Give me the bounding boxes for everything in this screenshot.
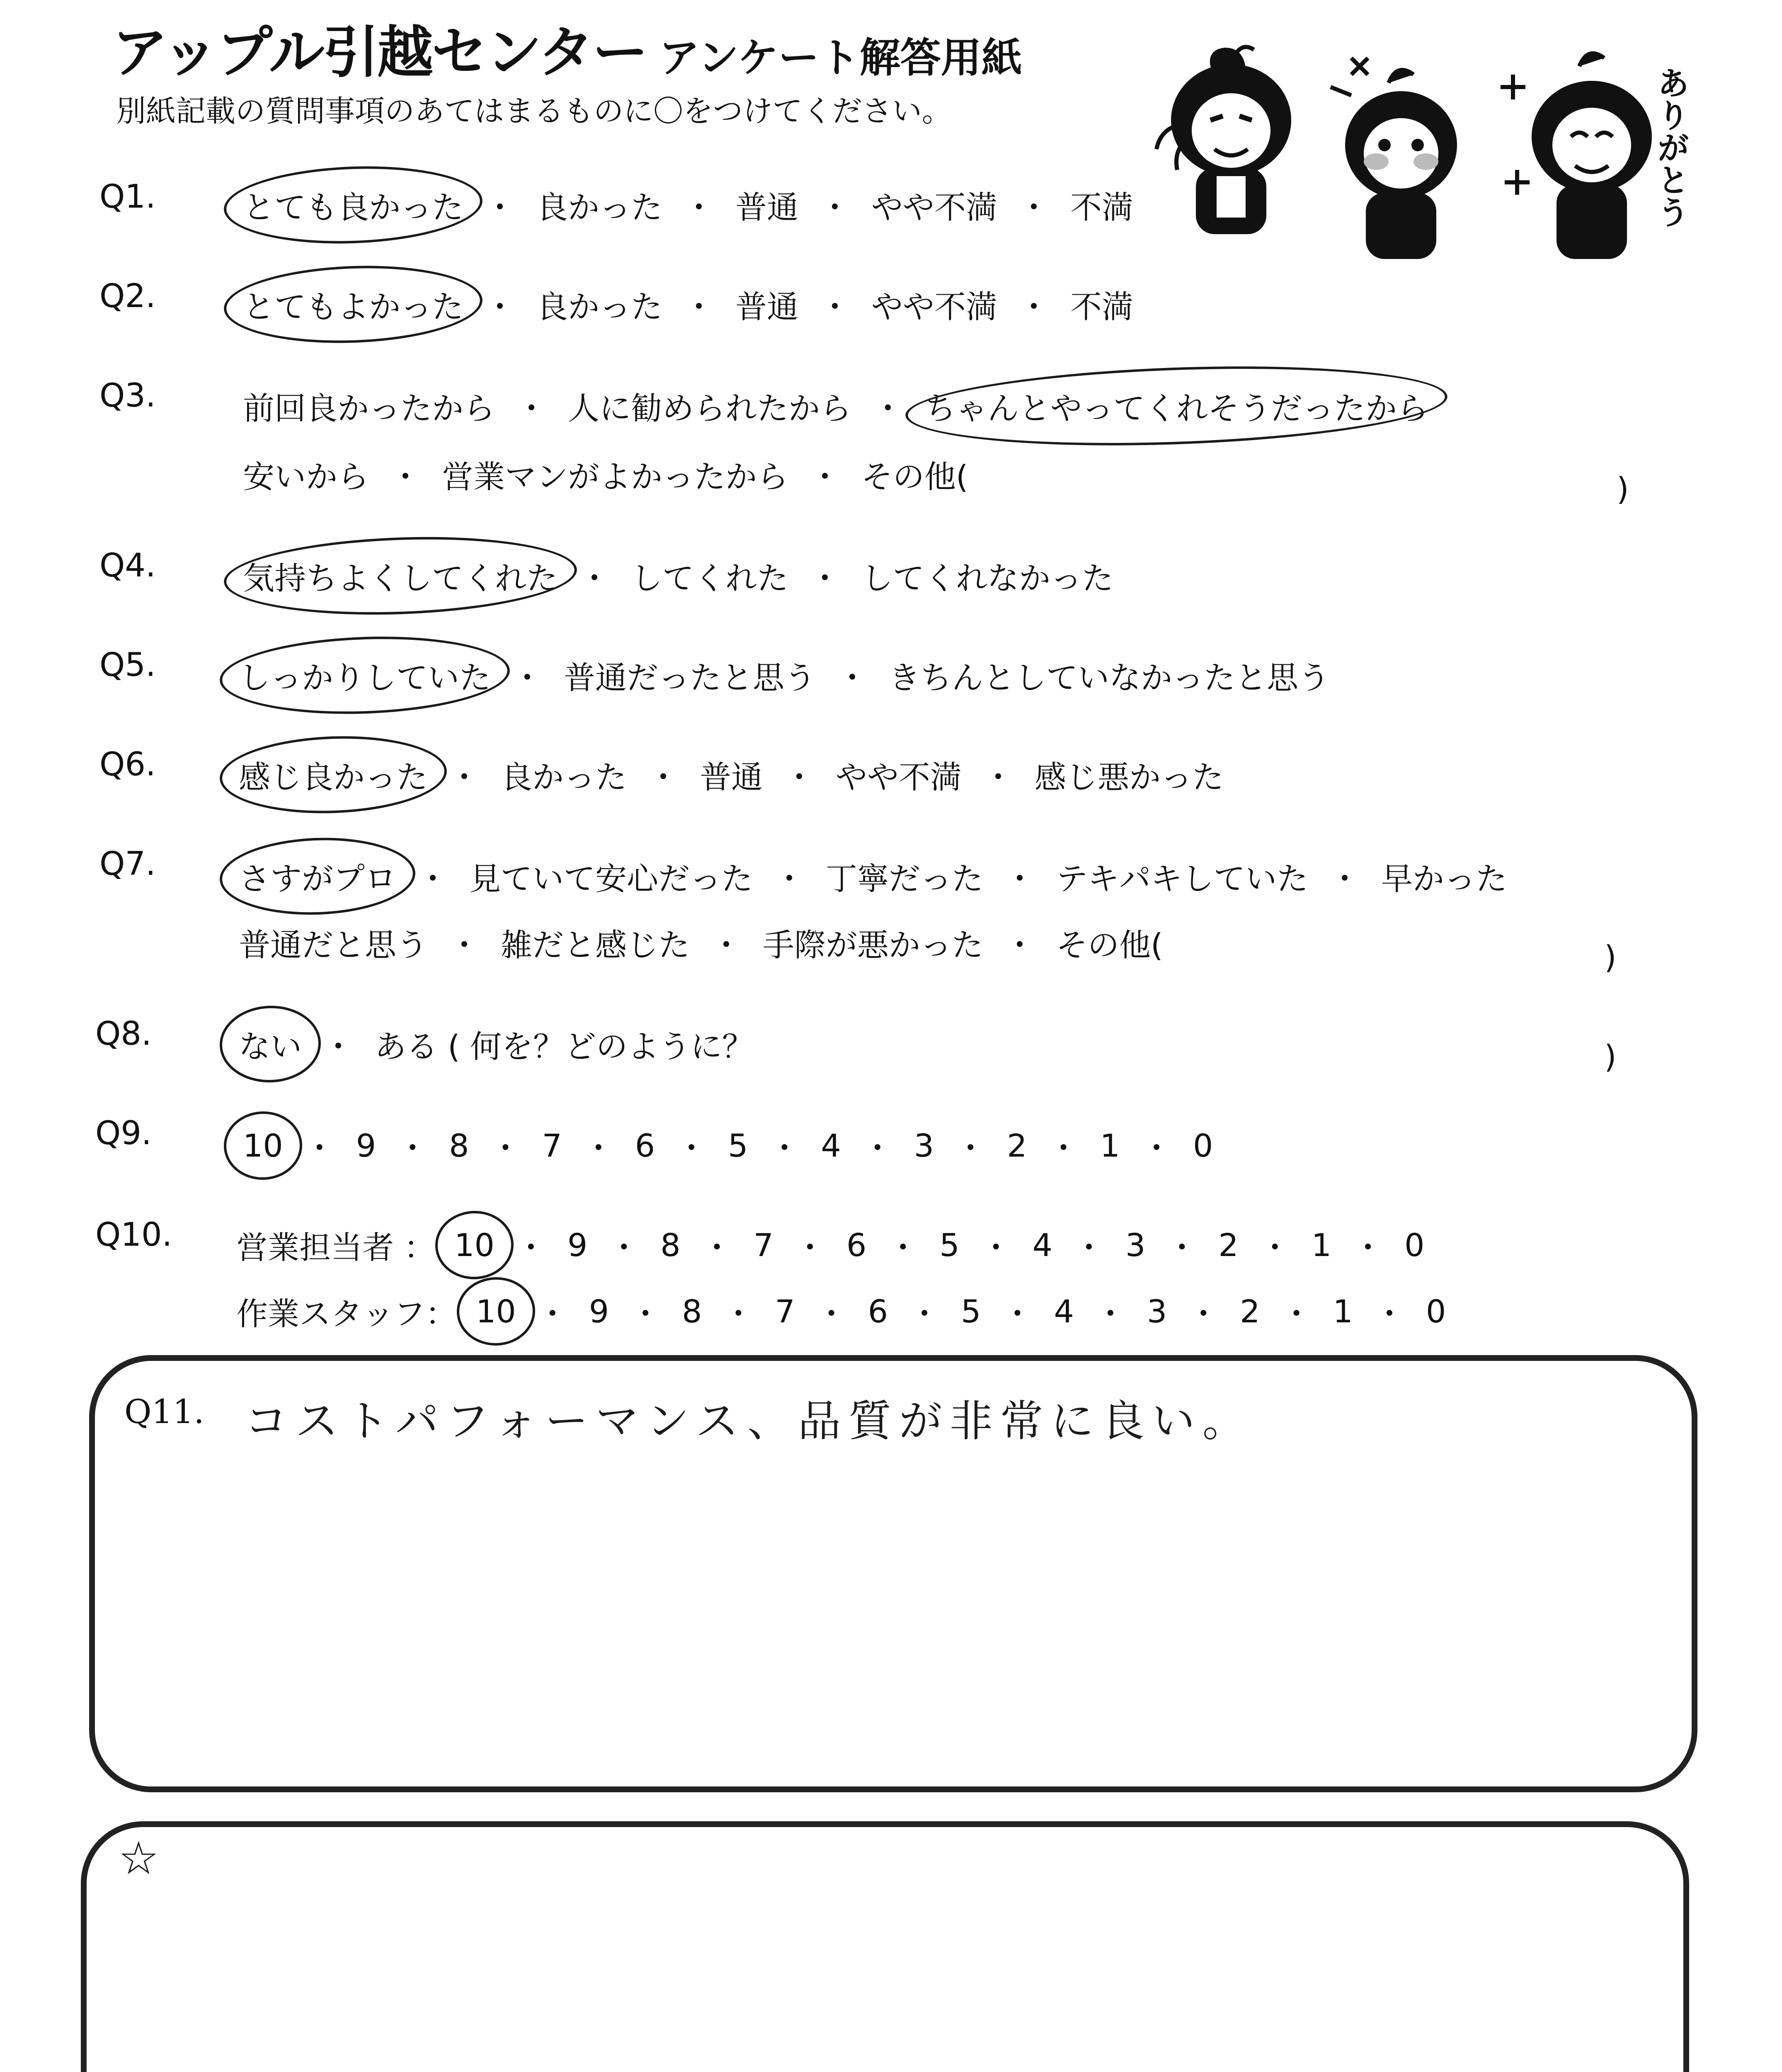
q4-option[interactable]: してくれた xyxy=(631,560,788,597)
form-title xyxy=(112,7,1022,88)
q6-option[interactable]: 普通 xyxy=(700,759,763,796)
q7-option[interactable]: 手際が悪かった xyxy=(763,927,983,963)
q1-options: とても良かった ・ 良かった ・ 普通 ・ やや不満 ・ 不満 xyxy=(240,182,1136,228)
q10-staff-score[interactable]: 0 xyxy=(1426,1293,1446,1330)
q2-label: Q2. xyxy=(99,278,156,315)
q5-options: しっかりしていた ・ 普通だったと思う ・ きちんとしていなかったと思う xyxy=(236,653,1332,698)
q3-option-other[interactable]: その他( xyxy=(861,458,968,495)
q1-option[interactable]: 不満 xyxy=(1070,189,1133,226)
q1-label: Q1. xyxy=(99,178,156,215)
q6-option[interactable]: 感じ悪かった xyxy=(1035,759,1224,796)
q7-options-row1: さすがプロ ・ 見ていて安心だった ・ 丁寧だった ・ テキパキしていた ・ 早かった xyxy=(236,854,1510,899)
q9-score-selected[interactable]: 10 xyxy=(240,1127,286,1164)
q3-option[interactable]: 営業マンがよかったから xyxy=(442,458,788,495)
q1-option-selected[interactable]: とても良かった xyxy=(240,182,466,228)
q7-option-other[interactable]: その他( xyxy=(1056,927,1163,963)
q10-sales-score[interactable]: 3 xyxy=(1125,1227,1146,1264)
q10-label: Q10. xyxy=(95,1216,172,1254)
q2-option[interactable]: 良かった xyxy=(536,288,662,325)
q6-option-selected[interactable]: 感じ良かった xyxy=(236,752,430,797)
instruction-text: 別紙記載の質問事項のあてはまるものに〇をつけてください。 xyxy=(116,94,952,128)
q8-option[interactable]: ある ( 何を？どのように？ xyxy=(375,1028,754,1065)
q8-options: ない ・ ある ( 何を？どのように？ xyxy=(236,1021,756,1067)
q3-option-selected[interactable]: ちゃんとやってくれそうだったから xyxy=(922,383,1431,428)
q3-options-row1: 前回良かったから ・ 人に勧められたから ・ ちゃんとやってくれそうだったから xyxy=(240,383,1431,428)
q2-option[interactable]: やや不満 xyxy=(871,288,997,325)
q10-sales-score[interactable]: 5 xyxy=(939,1227,960,1264)
monkey-mascot-center xyxy=(1331,58,1455,257)
q8-option-selected[interactable]: ない xyxy=(236,1021,304,1067)
q7-option[interactable]: 普通だと思う xyxy=(239,927,428,963)
q5-option[interactable]: 普通だったと思う xyxy=(564,659,816,696)
q2-option-selected[interactable]: とてもよかった xyxy=(240,282,466,327)
q1-option[interactable]: 普通 xyxy=(735,189,798,226)
q2-option[interactable]: 普通 xyxy=(735,288,798,325)
monkey-mascot-right xyxy=(1501,53,1650,257)
q7-option[interactable]: 早かった xyxy=(1381,860,1507,897)
q10-sales-score[interactable]: 7 xyxy=(753,1227,773,1264)
star-icon: ☆ xyxy=(118,1832,159,1885)
q9-scale: 10 ・ 9 ・ 8 ・ 7 ・ 6 ・ 5 ・ 4 ・ 3 ・ 2 ・ 1 ・ 0 xyxy=(240,1123,1215,1168)
q7-close-paren: ) xyxy=(1604,939,1617,975)
q3-option[interactable]: 人に勧められたから xyxy=(568,390,851,427)
q11-label: Q11. xyxy=(124,1392,204,1431)
q9-score[interactable]: 1 xyxy=(1100,1127,1120,1164)
q1-option[interactable]: 良かった xyxy=(536,189,662,226)
q10-staff-score[interactable]: 4 xyxy=(1054,1293,1074,1330)
q10-sales-score-selected[interactable]: 10 xyxy=(452,1227,497,1264)
monkey-mascot-left xyxy=(1156,47,1289,232)
q10-staff-row: 作業スタッフ： 10 ・ 9 ・ 8 ・ 7 ・ 6 ・ 5 ・ 4 ・ 3 ・ 2 ・ 1 ・ 0 xyxy=(236,1289,1448,1334)
q7-label: Q7. xyxy=(99,845,156,883)
q10-staff-score-selected[interactable]: 10 xyxy=(473,1293,519,1330)
q10-sales-score[interactable]: 2 xyxy=(1218,1227,1239,1264)
q7-option[interactable]: 見ていて安心だった xyxy=(469,860,753,897)
q4-option-selected[interactable]: 気持ちよくしてくれた xyxy=(240,553,560,598)
q9-score[interactable]: 3 xyxy=(914,1127,934,1164)
q10-sales-score[interactable]: 9 xyxy=(567,1227,588,1264)
q4-label: Q4. xyxy=(99,547,156,584)
q10-staff-score[interactable]: 1 xyxy=(1333,1293,1353,1330)
monkey-mascots-illustration xyxy=(1152,33,1708,265)
q7-option[interactable]: 丁寧だった xyxy=(826,860,983,897)
q6-option[interactable]: やや不満 xyxy=(836,759,962,796)
q10-sales-score[interactable]: 1 xyxy=(1311,1227,1332,1264)
q1-option[interactable]: やや不満 xyxy=(871,189,997,226)
q3-option[interactable]: 前回良かったから xyxy=(243,390,495,427)
q11-handwritten-answer: コストパフォーマンス、品質が非常に良い。 xyxy=(245,1396,1253,1446)
q6-label: Q6. xyxy=(99,746,156,783)
q8-label: Q8. xyxy=(95,1015,152,1053)
q10-staff-score[interactable]: 7 xyxy=(775,1293,795,1330)
q6-option[interactable]: 良かった xyxy=(501,759,627,796)
q10-staff-score[interactable]: 9 xyxy=(589,1293,609,1330)
q3-options-row2: 安いから ・ 営業マンがよかったから ・ その他( xyxy=(240,452,971,497)
q10-sales-row: 営業担当者 ： 10 ・ 9 ・ 8 ・ 7 ・ 6 ・ 5 ・ 4 ・ 3 ・ 2 ・ 1 ・ 0 xyxy=(236,1222,1427,1268)
q5-label: Q5. xyxy=(99,646,156,684)
q3-close-paren: ) xyxy=(1617,470,1629,507)
q9-score[interactable]: 5 xyxy=(728,1127,748,1164)
q10-staff-label: 作業スタッフ： xyxy=(236,1295,457,1332)
form-name: アンケート解答用紙 xyxy=(659,34,1022,82)
q9-score[interactable]: 7 xyxy=(542,1127,562,1164)
q7-options-row2: 普通だと思う ・ 雑だと感じた ・ 手際が悪かった ・ その他( xyxy=(236,920,1166,965)
q3-option[interactable]: 安いから xyxy=(243,458,369,495)
q10-staff-score[interactable]: 8 xyxy=(682,1293,702,1330)
q5-option-selected[interactable]: しっかりしていた xyxy=(236,653,493,698)
q4-option[interactable]: してくれなかった xyxy=(861,560,1113,597)
q8-close-paren: ) xyxy=(1604,1038,1617,1075)
free-comment-box[interactable] xyxy=(81,1821,1689,2072)
q10-staff-score[interactable]: 2 xyxy=(1240,1293,1260,1330)
q7-option[interactable]: テキパキしていた xyxy=(1056,860,1308,897)
q10-staff-score[interactable]: 3 xyxy=(1147,1293,1167,1330)
q10-sales-score[interactable]: 4 xyxy=(1032,1227,1053,1264)
thank-you-text: ありがとう xyxy=(1652,66,1689,228)
q7-option-selected[interactable]: さすがプロ xyxy=(236,854,399,899)
q9-score[interactable]: 8 xyxy=(449,1127,469,1164)
q10-sales-score[interactable]: 6 xyxy=(846,1227,867,1264)
q9-score[interactable]: 2 xyxy=(1007,1127,1027,1164)
q6-options: 感じ良かった ・ 良かった ・ 普通 ・ やや不満 ・ 感じ悪かった xyxy=(236,752,1226,797)
q10-staff-score[interactable]: 5 xyxy=(961,1293,981,1330)
q4-options: 気持ちよくしてくれた ・ してくれた ・ してくれなかった xyxy=(240,553,1116,598)
q7-option[interactable]: 雑だと感じた xyxy=(501,927,690,963)
q9-score[interactable]: 9 xyxy=(356,1127,376,1164)
company-name: アップル引越センター xyxy=(112,20,647,85)
q10-sales-score[interactable]: 0 xyxy=(1404,1227,1425,1264)
q3-label: Q3. xyxy=(99,377,156,414)
q9-score[interactable]: 6 xyxy=(635,1127,655,1164)
q5-option[interactable]: きちんとしていなかったと思う xyxy=(889,659,1330,696)
q9-label: Q9. xyxy=(95,1115,152,1152)
q2-options: とてもよかった ・ 良かった ・ 普通 ・ やや不満 ・ 不満 xyxy=(240,282,1136,327)
q10-sales-score[interactable]: 8 xyxy=(660,1227,681,1264)
q10-staff-score[interactable]: 6 xyxy=(868,1293,888,1330)
q10-sales-label: 営業担当者 ： xyxy=(236,1229,436,1266)
q9-score[interactable]: 4 xyxy=(821,1127,841,1164)
q9-score[interactable]: 0 xyxy=(1193,1127,1213,1164)
q2-option[interactable]: 不満 xyxy=(1070,288,1133,325)
